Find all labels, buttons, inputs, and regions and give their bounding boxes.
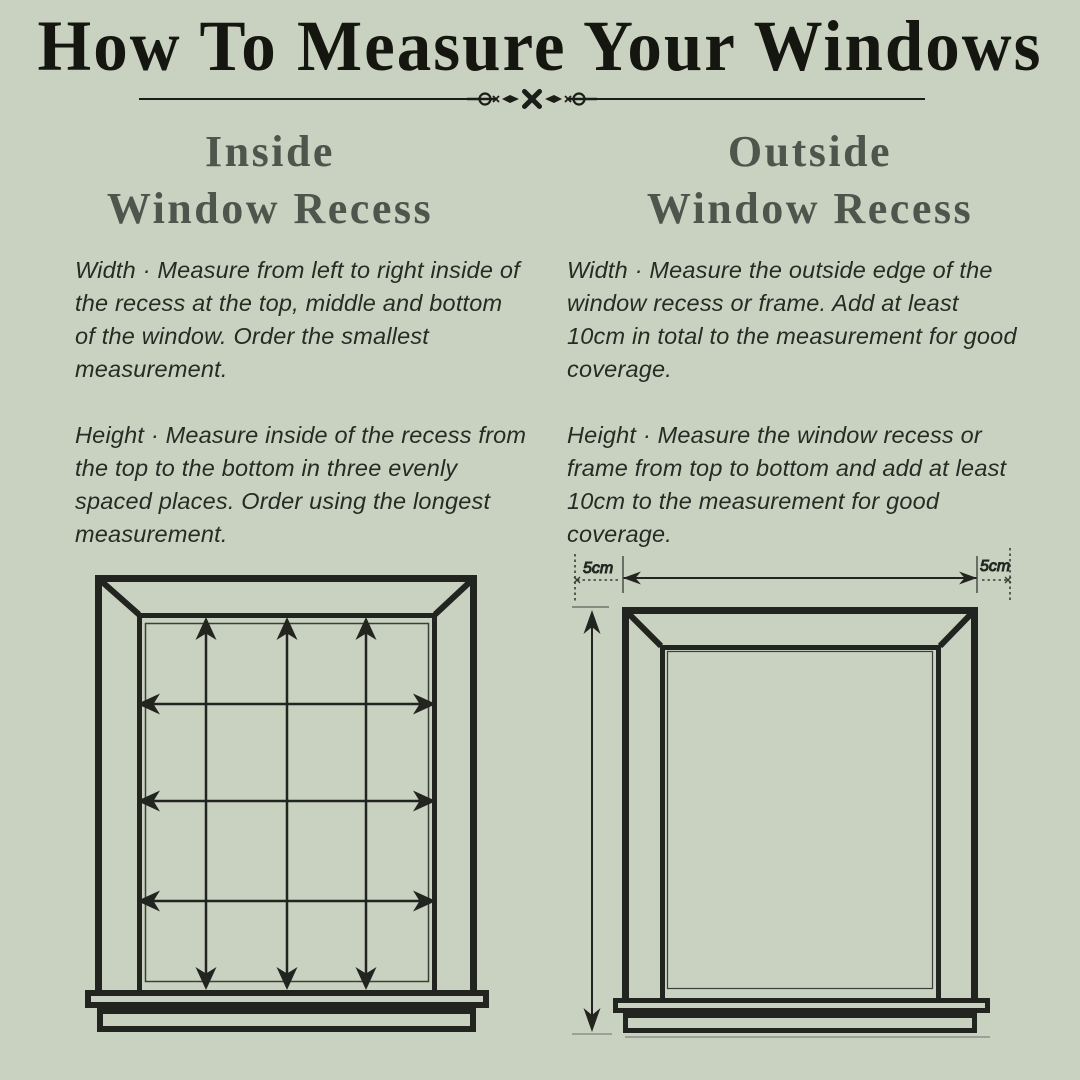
height-dimension-arrow [572,607,612,1034]
divider-line-right [597,98,925,100]
inside-heading-line2: Window Recess [106,184,434,233]
width-dimension-arrow [574,548,1011,602]
inside-section-heading [0,123,540,237]
page-title: How To Measure Your Windows [37,6,1043,86]
window-sill [88,993,486,1029]
title-divider [139,88,925,110]
outside-width-instructions: Width · Measure the outside edge of the window recess or frame. Add at least 10cm in total to the measurement for good coverage. [567,257,1017,382]
inside-height-instructions: Height · Measure inside of the recess from the top to the bottom in three evenly spaced places. Order using the longest measurement. [75,422,527,547]
divider-line-left [139,98,467,100]
margin-label-right: 5cm [980,558,1011,575]
height-measure-arrows [206,620,366,987]
inside-width-instructions: Width · Measure from left to right inside of the recess at the top, middle and bottom of the window. Order the smallest measurement. [75,257,520,382]
window-sill [616,1001,991,1038]
divider-ornament-icon [467,88,597,110]
outside-heading-line1: Outside [727,127,893,176]
inside-window-diagram [80,565,495,1037]
outside-heading-line2: Window Recess [646,184,974,233]
inside-heading-line1: Inside [205,127,335,176]
outside-height-instructions: Height · Measure the window recess or frame from top to bottom and add at least 10cm to the measurement for good coverage. [567,422,1007,547]
window-frame [626,611,975,1002]
margin-label-left: 5cm [583,560,614,577]
outside-section-heading [540,123,1080,237]
outside-window-diagram [560,548,1020,1040]
